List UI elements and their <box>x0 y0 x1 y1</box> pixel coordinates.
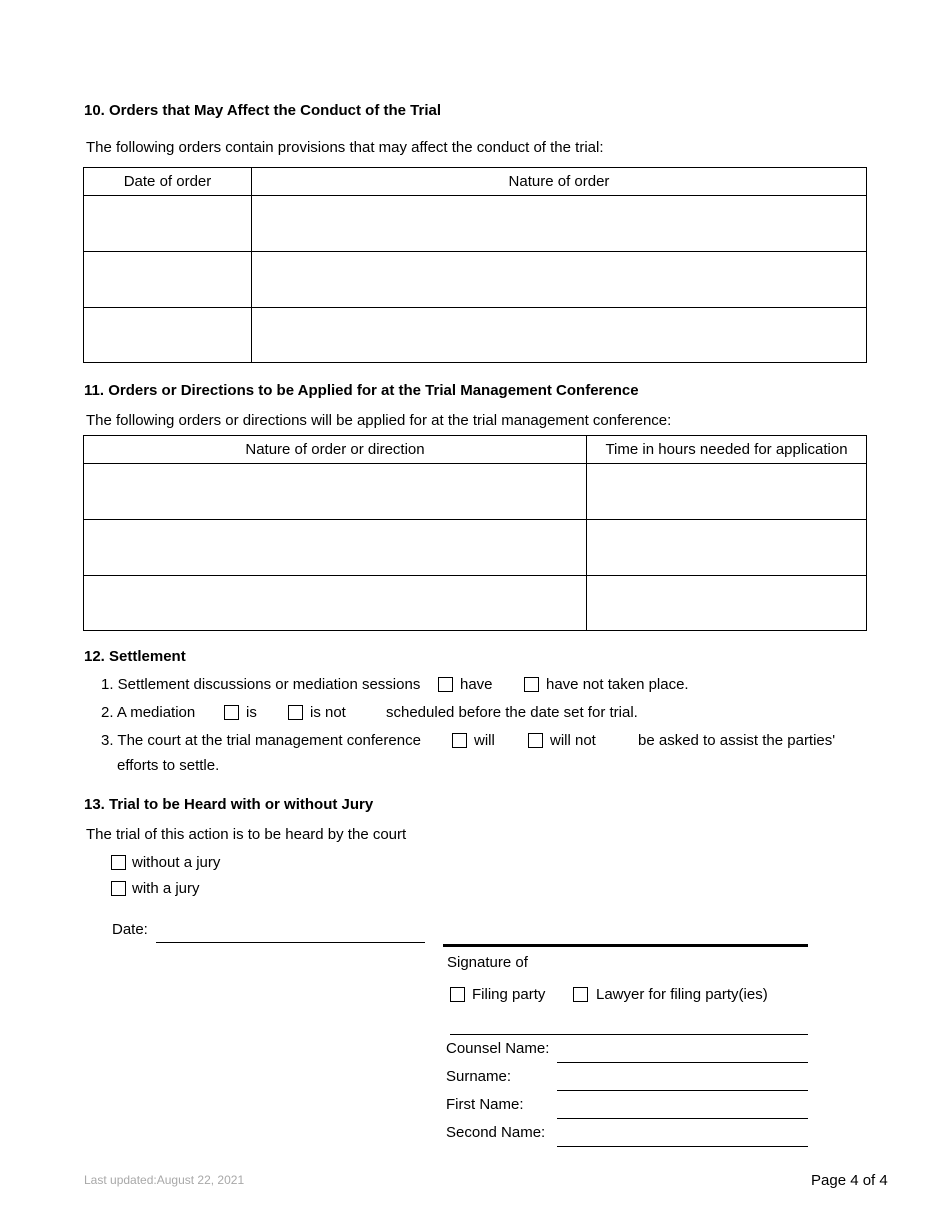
applications-table <box>83 435 867 631</box>
without-jury-label: without a jury <box>132 854 221 871</box>
section-11-heading: 11. Orders or Directions to be Applied for at the Trial Management Conference <box>84 382 639 399</box>
settlement-item-3: 3. The court at the trial management conference <box>101 732 421 749</box>
will-label: will <box>474 732 495 749</box>
orders-table <box>83 167 867 363</box>
counsel-name-field[interactable] <box>557 1062 808 1063</box>
column-header-time-hours: Time in hours needed for application <box>587 436 867 464</box>
time-hours-cell[interactable] <box>587 464 867 520</box>
nature-cell[interactable] <box>252 252 867 308</box>
time-hours-cell[interactable] <box>587 576 867 631</box>
will-not-checkbox[interactable] <box>528 733 543 748</box>
counsel-name-label: Counsel Name: <box>446 1040 550 1057</box>
first-name-label: First Name: <box>446 1096 524 1113</box>
is-checkbox[interactable] <box>224 705 239 720</box>
column-header-nature-direction: Nature of order or direction <box>84 436 587 464</box>
nature-direction-cell[interactable] <box>84 576 587 631</box>
table-row <box>84 196 867 252</box>
nature-cell[interactable] <box>252 308 867 363</box>
have-checkbox[interactable] <box>438 677 453 692</box>
section-12-heading: 12. Settlement <box>84 648 186 665</box>
table-row <box>84 252 867 308</box>
table-row <box>84 520 867 576</box>
table-row <box>84 464 867 520</box>
will-checkbox[interactable] <box>452 733 467 748</box>
date-cell[interactable] <box>84 308 252 363</box>
table-row <box>84 576 867 631</box>
date-cell[interactable] <box>84 196 252 252</box>
date-cell[interactable] <box>84 252 252 308</box>
lawyer-label: Lawyer for filing party(ies) <box>596 986 768 1003</box>
surname-label: Surname: <box>446 1068 512 1085</box>
have-not-checkbox[interactable] <box>524 677 539 692</box>
have-label: have <box>460 676 493 693</box>
nature-direction-cell[interactable] <box>84 464 587 520</box>
date-field[interactable] <box>156 942 425 943</box>
will-not-label: will not <box>550 732 596 749</box>
filing-party-checkbox[interactable] <box>450 987 465 1002</box>
without-jury-checkbox[interactable] <box>111 855 126 870</box>
settlement-item-2-tail: scheduled before the date set for trial. <box>386 704 638 721</box>
filing-party-label: Filing party <box>472 986 546 1003</box>
signature-line <box>443 944 808 947</box>
signature-field[interactable] <box>450 1034 808 1035</box>
section-11-intro: The following orders or directions will be applied for at the trial management conference: <box>86 412 672 429</box>
nature-direction-cell[interactable] <box>84 520 587 576</box>
settlement-item-3-tail: be asked to assist the parties' <box>638 732 836 749</box>
with-jury-checkbox[interactable] <box>111 881 126 896</box>
signature-of-label: Signature of <box>447 954 528 971</box>
have-not-label: have not taken place. <box>546 676 689 693</box>
settlement-item-2: 2. A mediation <box>101 704 196 721</box>
second-name-field[interactable] <box>557 1146 808 1147</box>
section-10-intro: The following orders contain provisions that may affect the conduct of the trial: <box>86 139 604 156</box>
time-hours-cell[interactable] <box>587 520 867 576</box>
section-10-heading: 10. Orders that May Affect the Conduct of the Trial <box>84 102 441 119</box>
is-not-checkbox[interactable] <box>288 705 303 720</box>
column-header-nature: Nature of order <box>252 168 867 196</box>
is-not-label: is not <box>310 704 346 721</box>
column-header-date: Date of order <box>84 168 252 196</box>
last-updated: Last updated:August 22, 2021 <box>84 1173 245 1187</box>
nature-cell[interactable] <box>252 196 867 252</box>
second-name-label: Second Name: <box>446 1124 546 1141</box>
first-name-field[interactable] <box>557 1118 808 1119</box>
settlement-item-3-continuation: efforts to settle. <box>117 757 220 774</box>
table-row <box>84 308 867 363</box>
lawyer-checkbox[interactable] <box>573 987 588 1002</box>
section-13-heading: 13. Trial to be Heard with or without Jury <box>84 796 374 813</box>
page-number: Page 4 of 4 <box>811 1172 888 1189</box>
is-label: is <box>246 704 257 721</box>
section-13-intro: The trial of this action is to be heard by the court <box>86 826 407 843</box>
settlement-item-1: 1. Settlement discussions or mediation sessions <box>101 676 421 693</box>
surname-field[interactable] <box>557 1090 808 1091</box>
with-jury-label: with a jury <box>132 880 200 897</box>
date-label: Date: <box>112 921 148 938</box>
